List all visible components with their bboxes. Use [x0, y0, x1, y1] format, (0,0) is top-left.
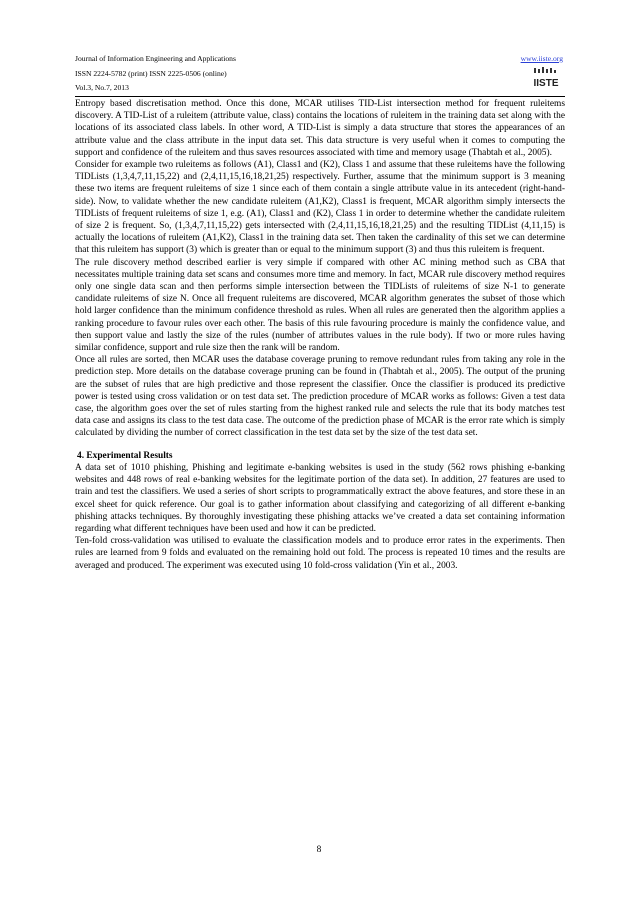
section-heading: 4. Experimental Results — [77, 450, 173, 461]
paragraph: Entropy based discretisation method. Once this done, MCAR utilises TID-List intersection method for frequent ruleitems discovery. A TID-List of a ruleitem (attribute value, class) contains the locations of ruleitem in the training data set along with the locations of its associated class labels. In other word, A TID-List is simply a data structure that stores the appearances of an attribute value and the class attribute in the input data set. This data structure is very useful when it comes to computing the support and confidence of the ruleitem and thus saves resources associated with time and memory usage (Thabtah et al., 2005). — [75, 99, 565, 158]
iiste-logo — [531, 67, 561, 89]
page-header — [75, 52, 565, 100]
paragraph: Ten-fold cross-validation was utilised to evaluate the classification models and to produce error rates in the experiments. Then rules are learned from 9 folds and evaluated on the remaining hold out fold. The process is repeated 10 times and the results are averaged and produced. The experiment was executed using 10 fold-cross validation (Yin et al., 2003. — [75, 536, 565, 571]
journal-volume: Vol.3, No.7, 2013 — [75, 83, 129, 92]
page-number: 8 — [316, 845, 322, 855]
svg-text:IISTE: IISTE — [533, 78, 559, 89]
paragraph: The rule discovery method described earlier is very simple if compared with other AC mining method such as CBA that necessitates multiple training data set scans and consumes more time and memory. In fact, MCAR rule discovery method requires only one single data scan and then performs simple intersection between the TIDLists of ruleitems of size N-1 to generate candidate ruleitems of size N. Once all frequent ruleitems are discovered, MCAR algorithm generates the subset of those which hold larger confidence than the minimum confidence threshold as rules. When all rules are generated then the algorithm applies a ranking procedure to favour rules over each other. The basis of this rule favouring procedure is mainly the confidence value, and then support value and lastly the size of the rules (number of attributes values in the rule body). If two or more rules having similar confidence, support and rule size then the rank will be random. — [75, 257, 565, 354]
page-body — [75, 98, 565, 572]
paragraph: A data set of 1010 phishing, Phishing and legitimate e-banking websites is used in the study (562 rows phishing e-banking websites and 448 rows of real e-banking websites for the legitimate portion of the data set). In addition, 27 features are used to train and test the classifiers. We used a series of short scripts to programmatically extract the above features, and store these in an excel sheet for quick reference. Our goal is to gather information about classifying and categorizing of all different e-banking phishing attacks techniques. By thoroughly investigating these phishing attacks we’ve created a data set containing information regarding what different techniques have been used and how it can be predicted. — [75, 462, 565, 534]
paragraph: Once all rules are sorted, then MCAR uses the database coverage pruning to remove redundant rules from taking any role in the prediction step. More details on the database coverage pruning can be found in (Thabtah et al., 2005). The output of the pruning are the subset of rules that are high predictive and those represent the classifier. Once the classifier is produced its predictive power is tested using cross validation or on test data set. The prediction procedure of MCAR works as follows: Given a test data case, the algorithm goes over the set of rules starting from the highest ranked rule and selects the rule that its body matches test data case and assigns its class to the test data case. The outcome of the prediction phase of MCAR is the error rate which is simply calculated by dividing the number of correct classification in the test data set by the size of the test data set. — [75, 355, 565, 439]
journal-issn: ISSN 2224-5782 (print) ISSN 2225-0506 (online) — [75, 68, 227, 78]
header-divider — [75, 96, 565, 97]
paragraph: Consider for example two ruleitems as follows (A1), Class1 and (K2), Class 1 and assume that these ruleitems have the following TIDLists (1,3,4,7,11,15,22) and (2,4,11,15,16,18,21,25) respectively. Further, assume that the minimum support is 3 meaning these two items are frequent ruleitems of size 1 since each of them contain a single attribute value in its antecedent (right-hand-side). Now, to validate whether the new candidate ruleitem (A1,K2), Class1 is frequent, MCAR algorithm simply intersects the TIDLists of frequent ruleitems of size 1, e.g. (A1), Class1 and (K2), Class 1 in order to determine whether the candidate ruleitem of size 2 is frequent. So, (1,3,4,7,11,15,22) gets intersected with (2,4,11,15,16,18,21,25) and the resulting TIDList (4,11,15) is actually the locations of ruleitem (A1,K2), Class1 in the training data set. Then taken the cardinality of this set we can determine that this ruleitem has support (3) which is greater than or equal to the minimum support (3) and thus this ruleitem is frequent. — [75, 160, 565, 256]
journal-name: Journal of Information Engineering and Applications — [75, 54, 236, 63]
journal-website-link[interactable]: www.iiste.org — [520, 54, 563, 63]
